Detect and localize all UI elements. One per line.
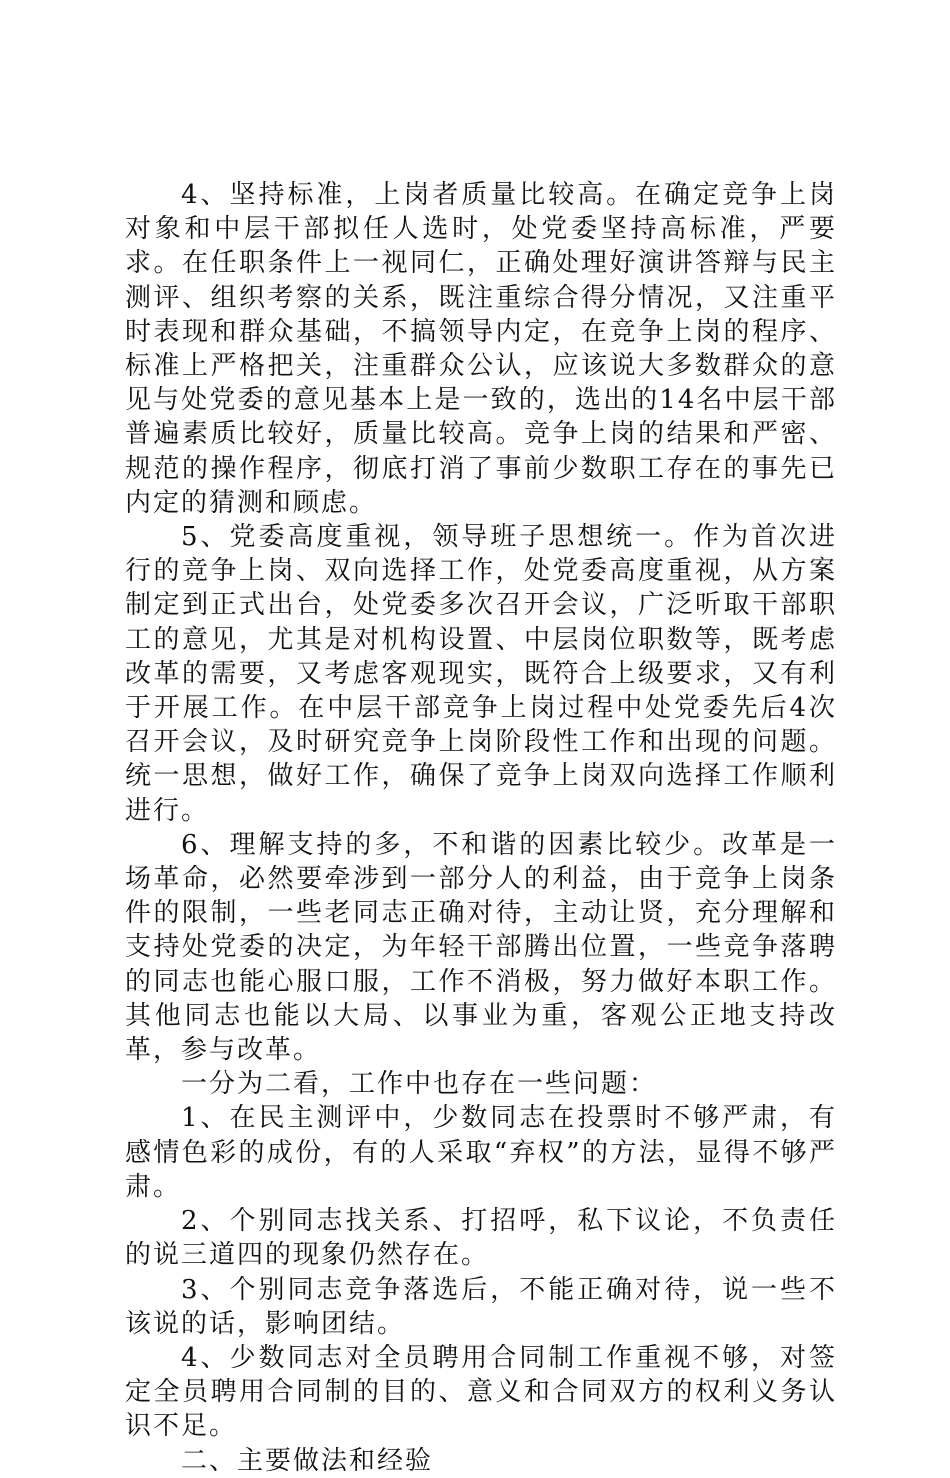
paragraph-party-committee: 5、党委高度重视，领导班子思想统一。作为首次进行的竞争上岗、双向选择工作，处党委高度重视，从方案制定到正式出台，处党委多次召开会议，广泛听取干部职工的意见，尤其是对机构设置、中层岗位职数等，既考虑改革的需要，又考虑客观现实，既符合上级要求，又有利于开展工作。在中层干部竞争上岗过程中处党委先后4次召开会议，及时研究竞争上岗阶段性工作和出现的问题。统一思想，做好工作，确保了竞争上岗双向选择工作顺利进行。 — [125, 522, 837, 826]
paragraph-problem-2: 2、个别同志找关系、打招呼，私下议论，不负责任的说三道四的现象仍然存在。 — [125, 1206, 837, 1271]
paragraph-problem-3: 3、个别同志竞争落选后，不能正确对待，说一些不该说的话，影响团结。 — [125, 1274, 837, 1339]
paragraph-standard: 4、坚持标准，上岗者质量比较高。在确定竞争上岗对象和中层干部拟任人选时，处党委坚持高标准，严要求。在任职条件上一视同仁，正确处理好演讲答辩与民主测评、组织考察的关系，既注重综合得分情况，又注重平时表现和群众基础，不搞领导内定，在竞争上岗的程序、标准上严格把关，注重群众公认，应该说大多数群众的意见与处党委的意见基本上是一致的，选出的14名中层干部普遍素质比较好，质量比较高。竞争上岗的结果和严密、规范的操作程序，彻底打消了事前少数职工存在的事先已内定的猜测和顾虑。 — [125, 180, 837, 518]
paragraph-problem-4: 4、少数同志对全员聘用合同制工作重视不够，对签定全员聘用合同制的目的、意义和合同双方的权利义务认识不足。 — [125, 1342, 837, 1442]
section-heading: 二、主要做法和经验 — [181, 1445, 434, 1476]
paragraph-problems-intro: 一分为二看，工作中也存在一些问题： — [181, 1069, 658, 1100]
document-body — [125, 178, 837, 1478]
paragraph-understanding-support: 6、理解支持的多，不和谐的因素比较少。改革是一场革命，必然要牵涉到一部分人的利益，由于竞争上岗条件的限制，一些老同志正确对待，主动让贤，充分理解和支持处党委的决定，为年轻干部腾出位置，一些竞争落聘的同志也能心服口服，工作不消极，努力做好本职工作。其他同志也能以大局、以事业为重，客观公正地支持改革，参与改革。 — [125, 829, 837, 1066]
paragraph-problem-1: 1、在民主测评中，少数同志在投票时不够严肃，有感情色彩的成份，有的人采取“弃权”的方法，显得不够严肃。 — [125, 1103, 837, 1202]
